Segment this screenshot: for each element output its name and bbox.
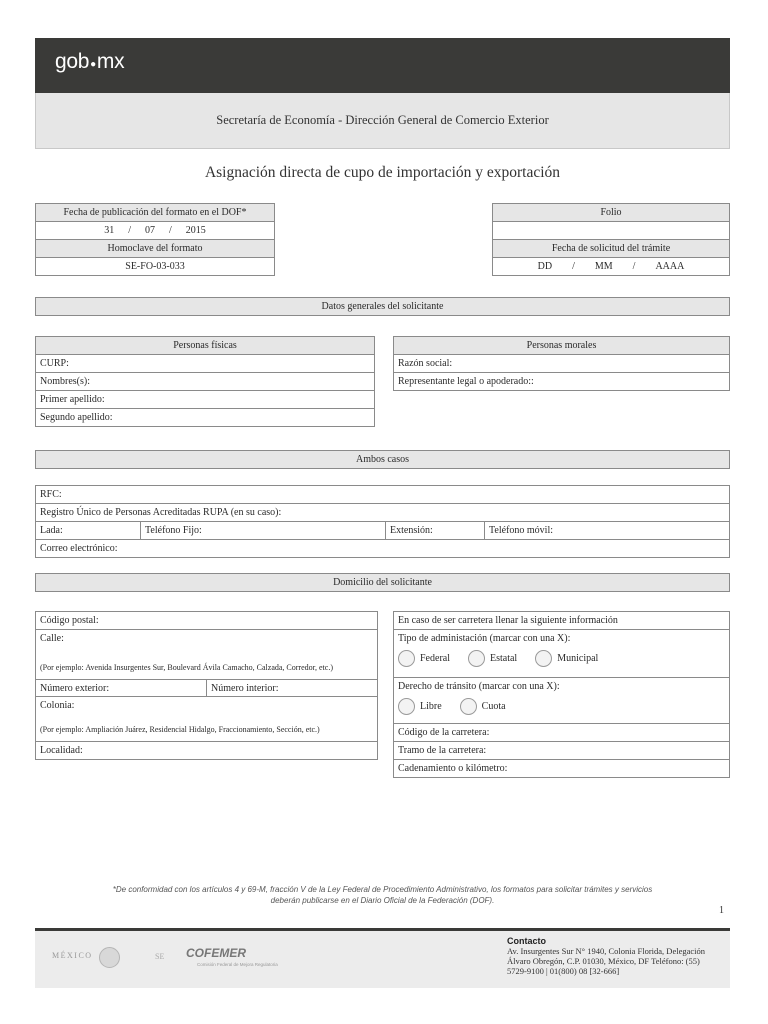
- libre-radio[interactable]: [398, 698, 415, 715]
- top-banner: [35, 38, 730, 93]
- extension-field[interactable]: [385, 522, 484, 539]
- section-address: [35, 573, 730, 592]
- footnote: [60, 884, 705, 906]
- publication-date-row: [36, 222, 274, 240]
- page-number: 1: [719, 905, 724, 916]
- carretera-header-row: [394, 612, 729, 630]
- cuota-radio[interactable]: [460, 698, 477, 715]
- publication-date-header: [36, 204, 274, 222]
- telefono-fijo-label: Teléfono Fijo:: [145, 525, 202, 536]
- section-address-label: Domicilio del solicitante: [333, 577, 432, 588]
- federal-radio[interactable]: [398, 650, 415, 667]
- federal-label: Federal: [420, 653, 450, 664]
- homoclave-header: [36, 240, 274, 258]
- cadenamiento-label: Cadenamiento o kilómetro:: [398, 763, 508, 774]
- numero-interior-label: Número interior:: [211, 682, 279, 694]
- national-seal-icon: [99, 947, 120, 968]
- primer-apellido-field[interactable]: [36, 391, 374, 409]
- estatal-radio[interactable]: [468, 650, 485, 667]
- codigo-postal-label: Código postal:: [40, 615, 99, 626]
- segundo-apellido-label: Segundo apellido:: [40, 412, 113, 423]
- municipal-option[interactable]: [535, 650, 598, 667]
- form-title: Asignación directa de cupo de importación y exportación: [204, 164, 561, 181]
- numero-interior-field[interactable]: [206, 680, 377, 696]
- calle-label: Calle:: [40, 633, 64, 644]
- request-date-label: Fecha de solicitud del trámite: [551, 243, 671, 254]
- personas-morales-label: Personas morales: [526, 340, 597, 351]
- telefono-movil-field[interactable]: [484, 522, 729, 539]
- logo-dot-icon: ●: [90, 59, 96, 70]
- personas-fisicas-header: [36, 337, 374, 355]
- tipo-admin-options: [394, 644, 616, 667]
- gobmx-logo: [55, 50, 124, 74]
- ambos-casos-table: [35, 485, 730, 558]
- derecho-field: [394, 678, 729, 724]
- contact-line-3: 5729-9100 | 01(800) 08 [32-666]: [507, 966, 620, 976]
- numero-exterior-label: Número exterior:: [40, 682, 110, 694]
- codigo-postal-field[interactable]: [36, 612, 377, 630]
- agency-name: Secretaría de Economía - Dirección General de Comercio Exterior: [216, 113, 549, 127]
- localidad-field[interactable]: [36, 742, 377, 759]
- calle-example: (Por ejemplo: Avenida Insurgentes Sur, Boulevard Ávila Camacho, Calzada, Corredor, etc.): [40, 663, 333, 672]
- representante-label: Representante legal o apoderado::: [398, 376, 534, 387]
- request-month: MM: [594, 261, 613, 272]
- section-both-cases: [35, 450, 730, 469]
- nombres-label: Nombres(s):: [40, 376, 90, 387]
- razon-social-label: Razón social:: [398, 358, 453, 369]
- folio-header: [493, 204, 729, 222]
- colonia-example: (Por ejemplo: Ampliación Juárez, Residencial Hidalgo, Fraccionamiento, Sección, etc.): [40, 725, 320, 734]
- nombres-field[interactable]: [36, 373, 374, 391]
- date-separator: /: [572, 261, 575, 272]
- se-logo-text: SE: [155, 952, 165, 961]
- extension-label: Extensión:: [390, 525, 433, 536]
- correo-field[interactable]: [36, 540, 729, 557]
- tipo-admin-label: Tipo de administación (marcar con una X):: [398, 633, 571, 644]
- carretera-header: En caso de ser carretera llenar la siguiente información: [398, 615, 618, 626]
- agency-banner: [35, 93, 730, 149]
- primer-apellido-label: Primer apellido:: [40, 394, 105, 405]
- contact-block: [507, 936, 727, 976]
- personas-morales-header: [394, 337, 729, 355]
- tipo-admin-field: [394, 630, 729, 678]
- logo-text-tail: mx: [96, 50, 125, 73]
- contact-line-1: Av. Insurgentes Sur N° 1940, Colonia Florida, Delegación: [507, 946, 706, 956]
- colonia-field[interactable]: [36, 697, 377, 742]
- section-general-data: [35, 297, 730, 316]
- codigo-carretera-label: Código de la carretera:: [398, 727, 490, 738]
- footnote-line-2: deberán publicarse en el Diario Oficial de la Federación (DOF).: [270, 896, 495, 905]
- municipal-radio[interactable]: [535, 650, 552, 667]
- date-separator: /: [632, 261, 636, 272]
- calle-field[interactable]: [36, 630, 377, 680]
- logo-text-main: gob: [55, 50, 90, 73]
- carretera-table: [393, 611, 730, 778]
- cuota-option[interactable]: [460, 698, 506, 715]
- date-separator: /: [169, 225, 172, 236]
- request-date-header: [493, 240, 729, 258]
- correo-label: Correo electrónico:: [40, 543, 118, 554]
- telefono-fijo-field[interactable]: [140, 522, 385, 539]
- localidad-label: Localidad:: [40, 745, 83, 756]
- contact-title: Contacto: [507, 936, 546, 946]
- lada-field[interactable]: [36, 522, 140, 539]
- publication-day: 31: [104, 225, 115, 236]
- folio-label: Folio: [600, 207, 622, 218]
- libre-label: Libre: [420, 701, 442, 712]
- request-year: AAAA: [655, 261, 685, 272]
- personas-morales-table: [393, 336, 730, 391]
- tramo-label: Tramo de la carretera:: [398, 745, 487, 756]
- rupa-field[interactable]: [36, 504, 729, 522]
- lada-label: Lada:: [40, 525, 63, 536]
- domicilio-table: [35, 611, 378, 760]
- codigo-carretera-field[interactable]: [394, 724, 729, 742]
- representante-field[interactable]: [394, 373, 729, 390]
- request-day: DD: [537, 261, 553, 272]
- curp-field[interactable]: [36, 355, 374, 373]
- section-general-label: Datos generales del solicitante: [321, 301, 444, 312]
- publication-date-label: Fecha de publicación del formato en el DOF*: [63, 207, 247, 218]
- personas-fisicas-label: Personas físicas: [173, 340, 237, 351]
- federal-option[interactable]: [398, 650, 450, 667]
- publication-year: 2015: [185, 225, 206, 236]
- footnote-line-1: *De conformidad con los artículos 4 y 69-M, fracción V de la Ley Federal de Procedimiento Administrativo, los formatos para solicitar trámites y servicios: [112, 885, 653, 894]
- date-separator: /: [128, 225, 131, 236]
- libre-option[interactable]: [398, 698, 442, 715]
- curp-label: CURP:: [40, 358, 69, 369]
- rfc-label: RFC:: [40, 489, 62, 500]
- segundo-apellido-field[interactable]: [36, 409, 374, 426]
- mexico-logo-text: MÉXICO: [52, 951, 93, 960]
- derecho-label: Derecho de tránsito (marcar con una X):: [398, 681, 560, 692]
- numero-row: [36, 680, 377, 697]
- tramo-field[interactable]: [394, 742, 729, 760]
- personas-fisicas-table: [35, 336, 375, 427]
- cofemer-logo-subtitle: Comisión Federal de Mejora Regulatoria: [197, 962, 278, 967]
- request-date-field[interactable]: [493, 258, 729, 275]
- rupa-label: Registro Único de Personas Acreditadas RUPA (en su caso):: [40, 507, 282, 518]
- colonia-label: Colonia:: [40, 700, 75, 711]
- derecho-options: [394, 692, 524, 715]
- cadenamiento-field[interactable]: [394, 760, 729, 777]
- publication-box: [35, 203, 275, 276]
- razon-social-field[interactable]: [394, 355, 729, 373]
- folio-box: [492, 203, 730, 276]
- homoclave-value: SE-FO-03-033: [125, 261, 185, 272]
- publication-month: 07: [145, 225, 155, 236]
- municipal-label: Municipal: [557, 653, 599, 664]
- cuota-label: Cuota: [481, 701, 506, 712]
- folio-field[interactable]: [493, 222, 729, 240]
- contact-line-2: Álvaro Obregón, C.P. 01030, México, DF Teléfono: (55): [507, 956, 700, 966]
- section-both-label: Ambos casos: [355, 454, 410, 465]
- telefono-movil-label: Teléfono móvil:: [489, 525, 554, 536]
- homoclave-row: [36, 258, 274, 275]
- estatal-label: Estatal: [490, 653, 518, 664]
- phone-row: [36, 522, 729, 540]
- numero-exterior-field[interactable]: [36, 680, 206, 696]
- cofemer-logo: COFEMER: [186, 946, 246, 960]
- rfc-field[interactable]: [36, 486, 729, 504]
- homoclave-label: Homoclave del formato: [107, 243, 203, 254]
- estatal-option[interactable]: [468, 650, 517, 667]
